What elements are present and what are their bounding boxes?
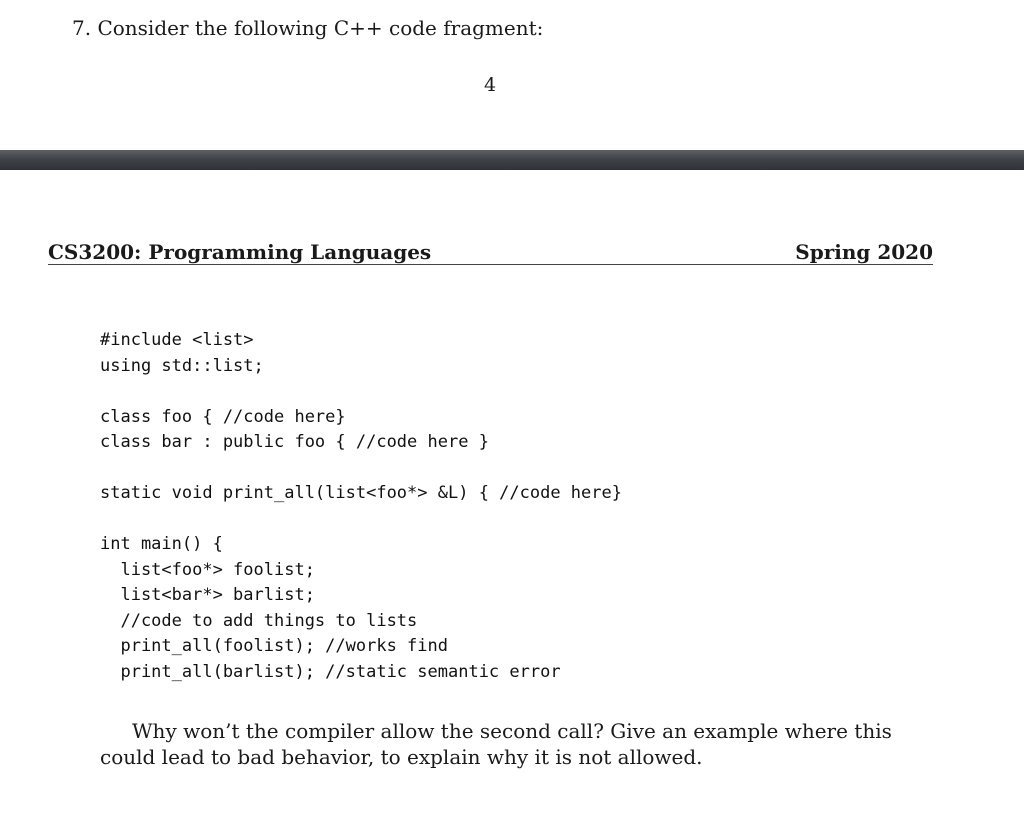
code-line: using std::list; [100, 355, 264, 376]
code-line: #include <list> [100, 330, 254, 350]
code-line: class bar : public foo { //code here } [100, 432, 489, 452]
code-fragment [100, 328, 622, 685]
code-line: //code to add things to lists [100, 610, 418, 631]
code-line: int main() { [100, 534, 223, 554]
header-rule [48, 264, 933, 265]
question-prompt: Why won’t the compiler allow the second call? Give an example where this could lead to bad behavior, to explain why it is not allowed. [100, 719, 892, 769]
code-line: list<bar*> barlist; [100, 585, 315, 605]
code-line [100, 507, 622, 533]
code-line [100, 456, 622, 482]
code-line: list<foo*> foolist; [100, 559, 315, 580]
code-line: print_all(foolist); //works find [100, 636, 448, 656]
code-line: print_all(barlist); //static semantic error [100, 661, 561, 682]
code-line: static void print_all(list<foo*> &L) { //code here} [100, 483, 622, 503]
page-number: 4 [484, 74, 497, 96]
page-separator [0, 150, 1024, 170]
question-heading: 7. Consider the following C++ code fragment: [72, 16, 544, 40]
course-title: CS3200: Programming Languages [48, 240, 432, 264]
code-line [100, 379, 622, 405]
previous-page [0, 0, 1024, 150]
term-label: Spring 2020 [795, 240, 933, 264]
code-line: class foo { //code here} [100, 406, 346, 427]
